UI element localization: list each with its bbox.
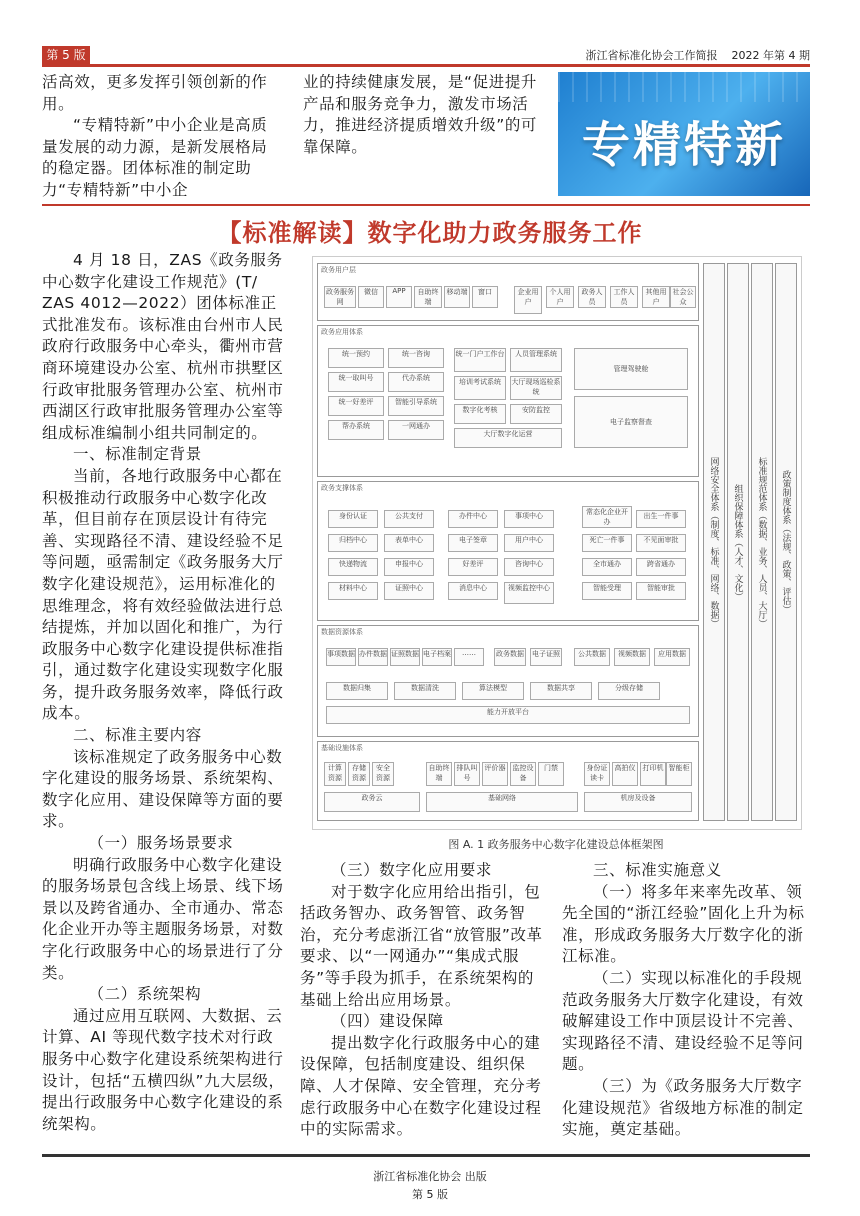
heading-2-4: （四）建设保障 bbox=[331, 1012, 444, 1031]
diagram-cell: 视频监控中心 bbox=[504, 582, 554, 604]
figure-caption: 图 A. 1 政务服务中心数字化建设总体框架图 bbox=[448, 838, 664, 851]
diagram-cell: 自助终端 bbox=[414, 286, 442, 308]
diagram-cell: 数字化考核 bbox=[454, 404, 506, 424]
para-4: 明确行政服务中心数字化建设的服务场景包含线上场景、线下场景以及跨省通办、全市通办、常态化企业开办等主题服务场景，对数字化行政服务中心的场景进行了分类。 bbox=[42, 855, 284, 982]
diagram-cell: 数据归集 bbox=[326, 682, 388, 700]
diagram-cell: 帮办系统 bbox=[328, 420, 384, 440]
diagram-cell: 政务人员 bbox=[578, 286, 606, 308]
top-rule bbox=[42, 64, 810, 67]
diagram-cell: 基础网络 bbox=[426, 792, 578, 812]
heading-3: 三、标准实施意义 bbox=[593, 861, 722, 879]
para-9: （二）实现以标准化的手段规范政务服务大厅数字化建设，有效破解建设工作中顶层设计不完善、实现路径不清、建设经验不足等问题。 bbox=[562, 968, 804, 1074]
issue-number: 2022 年第 4 期 bbox=[731, 49, 810, 62]
vertical-pillar: 政策制度体系（法规、政策、评估） bbox=[775, 263, 797, 821]
masthead bbox=[572, 47, 810, 63]
diagram-cell: 公共支付 bbox=[384, 510, 434, 528]
diagram-cell: 门禁 bbox=[538, 762, 564, 786]
top-left-column bbox=[42, 72, 282, 202]
vertical-pillar: 标准规范体系（数据、业务、人员、大厅） bbox=[751, 263, 773, 821]
diagram-cell: 材料中心 bbox=[328, 582, 378, 600]
top-middle-text: 业的持续健康发展，是“促进提升产品和服务竞争力，激发市场活力，推进经济提质增效升级”的可靠保障。 bbox=[303, 73, 538, 156]
diagram-cell: 安防监控 bbox=[510, 404, 562, 424]
diagram-cell: 排队叫号 bbox=[454, 762, 480, 786]
diagram-cell: 评价器 bbox=[482, 762, 508, 786]
diagram-cell: 管理驾驶舱 bbox=[574, 348, 688, 390]
diagram-cell: 移动端 bbox=[444, 286, 470, 308]
bottom-rule bbox=[42, 1154, 810, 1157]
footer-publisher: 浙江省标准化协会 出版 bbox=[373, 1170, 487, 1183]
diagram-cell: 分级存储 bbox=[598, 682, 660, 700]
layer-label: 政务应用体系 bbox=[321, 328, 363, 336]
vertical-pillar: 网络安全体系（制度、标准、网络、数据） bbox=[703, 263, 725, 821]
diagram-cell: 消息中心 bbox=[448, 582, 498, 600]
diagram-cell: 视频数据 bbox=[614, 648, 650, 666]
diagram-cell: 其他用户 bbox=[642, 286, 670, 308]
banner-text: 专精特新 bbox=[581, 117, 786, 173]
left-column bbox=[42, 250, 287, 1135]
diagram-cell: 社会公众 bbox=[670, 286, 696, 308]
diagram-cell: 证照数据 bbox=[390, 648, 420, 666]
diagram-cell: 申报中心 bbox=[384, 558, 434, 576]
diagram-cell: 出生一件事 bbox=[636, 510, 686, 528]
layer-label: 政务用户层 bbox=[321, 266, 356, 274]
para-2: 当前，各地行政服务中心都在积极推动行政服务中心数字化改革，但目前存在顶层设计有待完善、实现路径不清、建设经验不足等问题，亟需制定《政务服务大厅数字化建设规范》，运用标准化的思维理念，将有效经验做法进行总结提炼，并加以固化和推广，为行政服务中心数字化建设提供标准指引，通过数字化建设实现数字化服务，提升政务服务效率，降低行政成本。 bbox=[42, 466, 284, 723]
diagram-cell: 电子监察督查 bbox=[574, 396, 688, 448]
diagram-cell: 事项中心 bbox=[504, 510, 554, 528]
framework-diagram bbox=[312, 256, 802, 830]
diagram-cell: 安全资源 bbox=[372, 762, 394, 786]
diagram-cell: 表单中心 bbox=[384, 534, 434, 552]
top-middle-column bbox=[303, 72, 543, 158]
diagram-cell: 大厅数字化运营 bbox=[454, 428, 562, 448]
para-3: 该标准规定了政务服务中心数字化建设的服务场景、系统架构、数字化应用、建设保障等方面的要求。 bbox=[42, 747, 284, 831]
middle-column bbox=[300, 860, 550, 1141]
layer-label: 政务支撑体系 bbox=[321, 484, 363, 492]
diagram-cell: 能力开放平台 bbox=[326, 706, 690, 724]
diagram-cell: 培训考试系统 bbox=[454, 376, 506, 400]
heading-1: 一、标准制定背景 bbox=[73, 445, 202, 464]
diagram-cell: 公共数据 bbox=[574, 648, 610, 666]
vertical-pillar: 组织保障体系（人才、文化） bbox=[727, 263, 749, 821]
diagram-cell: 数据共享 bbox=[530, 682, 592, 700]
diagram-cell: 打印机 bbox=[640, 762, 666, 786]
para-6: 对于数字化应用给出指引，包括政务智办、政务智管、政务智治，充分考虑浙江省“放管服”改革要求、以“一网通办”“集成式服务”等手段为抓手，在系统架构的基础上给出应用场景。 bbox=[300, 882, 543, 1009]
para-8: （一）将多年来率先改革、领先全国的“浙江经验”固化上升为标准，形成政务服务大厅数字化的浙江标准。 bbox=[562, 882, 805, 966]
diagram-cell: 快递物流 bbox=[328, 558, 378, 576]
diagram-cell: 电子证照 bbox=[530, 648, 562, 666]
diagram-cell: 用户中心 bbox=[504, 534, 554, 552]
diagram-cell: 归档中心 bbox=[328, 534, 378, 552]
diagram-cell: …… bbox=[454, 648, 484, 666]
diagram-cell: 人员管理系统 bbox=[510, 348, 562, 372]
diagram-cell: 大厅现场巡检系统 bbox=[510, 376, 562, 400]
para-7: 提出数字化行政服务中心的建设保障，包括制度建设、组织保障、人才保障、安全管理，充分考虑行政服务中心在数字化建设过程中的实际需求。 bbox=[300, 1033, 542, 1139]
diagram-cell: 好差评 bbox=[448, 558, 498, 576]
diagram-cell: 机房及设备 bbox=[584, 792, 692, 812]
diagram-cell: 个人用户 bbox=[546, 286, 574, 308]
diagram-cell: 电子签章 bbox=[448, 534, 498, 552]
heading-2-1: （一）服务场景要求 bbox=[88, 834, 234, 853]
diagram-cell: 工作人员 bbox=[610, 286, 638, 308]
diagram-cell: 统一好差评 bbox=[328, 396, 384, 416]
diagram-cell: 电子档案 bbox=[422, 648, 452, 666]
para-10: （三）为《政务服务大厅数字化建设规范》省级地方标准的制定实施，奠定基础。 bbox=[562, 1076, 804, 1139]
diagram-cell: 身份认证 bbox=[328, 510, 378, 528]
diagram-cell: 算法模型 bbox=[462, 682, 524, 700]
page-badge: 第 5 版 bbox=[42, 46, 90, 64]
publication-name: 浙江省标准化协会工作简报 bbox=[585, 49, 718, 62]
diagram-cell: 数据清洗 bbox=[394, 682, 456, 700]
diagram-cell: APP bbox=[386, 286, 412, 308]
heading-2: 二、标准主要内容 bbox=[73, 726, 202, 745]
diagram-cell: 高拍仪 bbox=[612, 762, 638, 786]
diagram-cell: 政务服务网 bbox=[326, 288, 354, 306]
article-title: 【标准解读】数字化助力政务服务工作 bbox=[217, 219, 643, 247]
diagram-cell: 一网通办 bbox=[388, 420, 444, 440]
heading-2-3: （三）数字化应用要求 bbox=[331, 861, 493, 879]
diagram-cell: 统一取叫号 bbox=[328, 372, 384, 392]
top-left-text-1: 活高效，更多发挥引领创新的作用。 bbox=[42, 73, 268, 113]
footer-page: 第 5 版 bbox=[412, 1188, 448, 1201]
diagram-cell: 智能受理 bbox=[582, 582, 632, 600]
diagram-cell: 自助终端 bbox=[426, 762, 452, 786]
diagram-cell: 智能审批 bbox=[636, 582, 686, 600]
banner-pattern bbox=[558, 72, 810, 102]
diagram-cell: 智能柜 bbox=[666, 762, 692, 786]
right-column bbox=[562, 860, 810, 1141]
diagram-cell: 统一门户工作台 bbox=[454, 348, 506, 372]
diagram-cell: 死亡一件事 bbox=[582, 534, 632, 552]
application-layer bbox=[317, 325, 699, 477]
diagram-cell: 办件数据 bbox=[358, 648, 388, 666]
heading-2-2: （二）系统架构 bbox=[88, 985, 202, 1004]
diagram-cell: 统一预约 bbox=[328, 348, 384, 368]
diagram-cell: 办件中心 bbox=[448, 510, 498, 528]
diagram-cell: 政务云 bbox=[324, 792, 420, 812]
support-layer bbox=[317, 481, 699, 621]
layer-label: 基础设施体系 bbox=[321, 744, 363, 752]
banner-image bbox=[558, 72, 810, 196]
user-layer bbox=[317, 263, 699, 321]
diagram-cell: 窗口 bbox=[472, 286, 498, 308]
diagram-cell: 政务数据 bbox=[494, 648, 526, 666]
diagram-cell: 跨省通办 bbox=[636, 558, 686, 576]
diagram-cell: 应用数据 bbox=[654, 648, 690, 666]
diagram-cell: 微信 bbox=[358, 286, 384, 308]
diagram-cell: 不见面审批 bbox=[636, 534, 686, 552]
diagram-cell: 常态化企业开办 bbox=[582, 506, 632, 528]
diagram-cell: 全市通办 bbox=[582, 558, 632, 576]
diagram-cell: 监控设备 bbox=[510, 762, 536, 786]
diagram-cell: 代办系统 bbox=[388, 372, 444, 392]
para-1: 4 月 18 日，ZAS《政务服务中心数字化建设工作规范》(T/ ZAS 4012—2022）团体标准正式批准发布。该标准由台州市人民政府行政服务中心牵头，衢州市营商环境建设办公室、杭州市拱墅区行政审批服务管理办公室、杭州市西湖区行政审批服务管理办公室等组成标准编制小组共同制定的。 bbox=[42, 251, 284, 442]
para-5: 通过应用互联网、大数据、云计算、AI 等现代数字技术对行政服务中心数字化建设系统架构进行设计，包括“五横四纵”九大层级，提出行政服务中心数字化建设的系统架构。 bbox=[42, 1006, 285, 1133]
section-rule bbox=[42, 204, 810, 206]
diagram-cell: 事项数据 bbox=[326, 648, 356, 666]
diagram-cell: 证照中心 bbox=[384, 582, 434, 600]
diagram-cell: 统一咨询 bbox=[388, 348, 444, 368]
diagram-cell: 身份证读卡 bbox=[584, 762, 610, 786]
layer-label: 数据资源体系 bbox=[321, 628, 363, 636]
diagram-cell: 智能引导系统 bbox=[388, 396, 444, 416]
infrastructure-layer bbox=[317, 741, 699, 821]
top-left-text-2: “专精特新”中小企业是高质量发展的动力源，是新发展格局的稳定器。团体标准的制定助力“专精特新”中小企 bbox=[42, 116, 268, 199]
diagram-cell: 企业用户 bbox=[514, 286, 542, 314]
diagram-cell: 咨询中心 bbox=[504, 558, 554, 576]
diagram-cell: 存储资源 bbox=[348, 762, 370, 786]
data-layer bbox=[317, 625, 699, 737]
diagram-cell: 计算资源 bbox=[324, 762, 346, 786]
